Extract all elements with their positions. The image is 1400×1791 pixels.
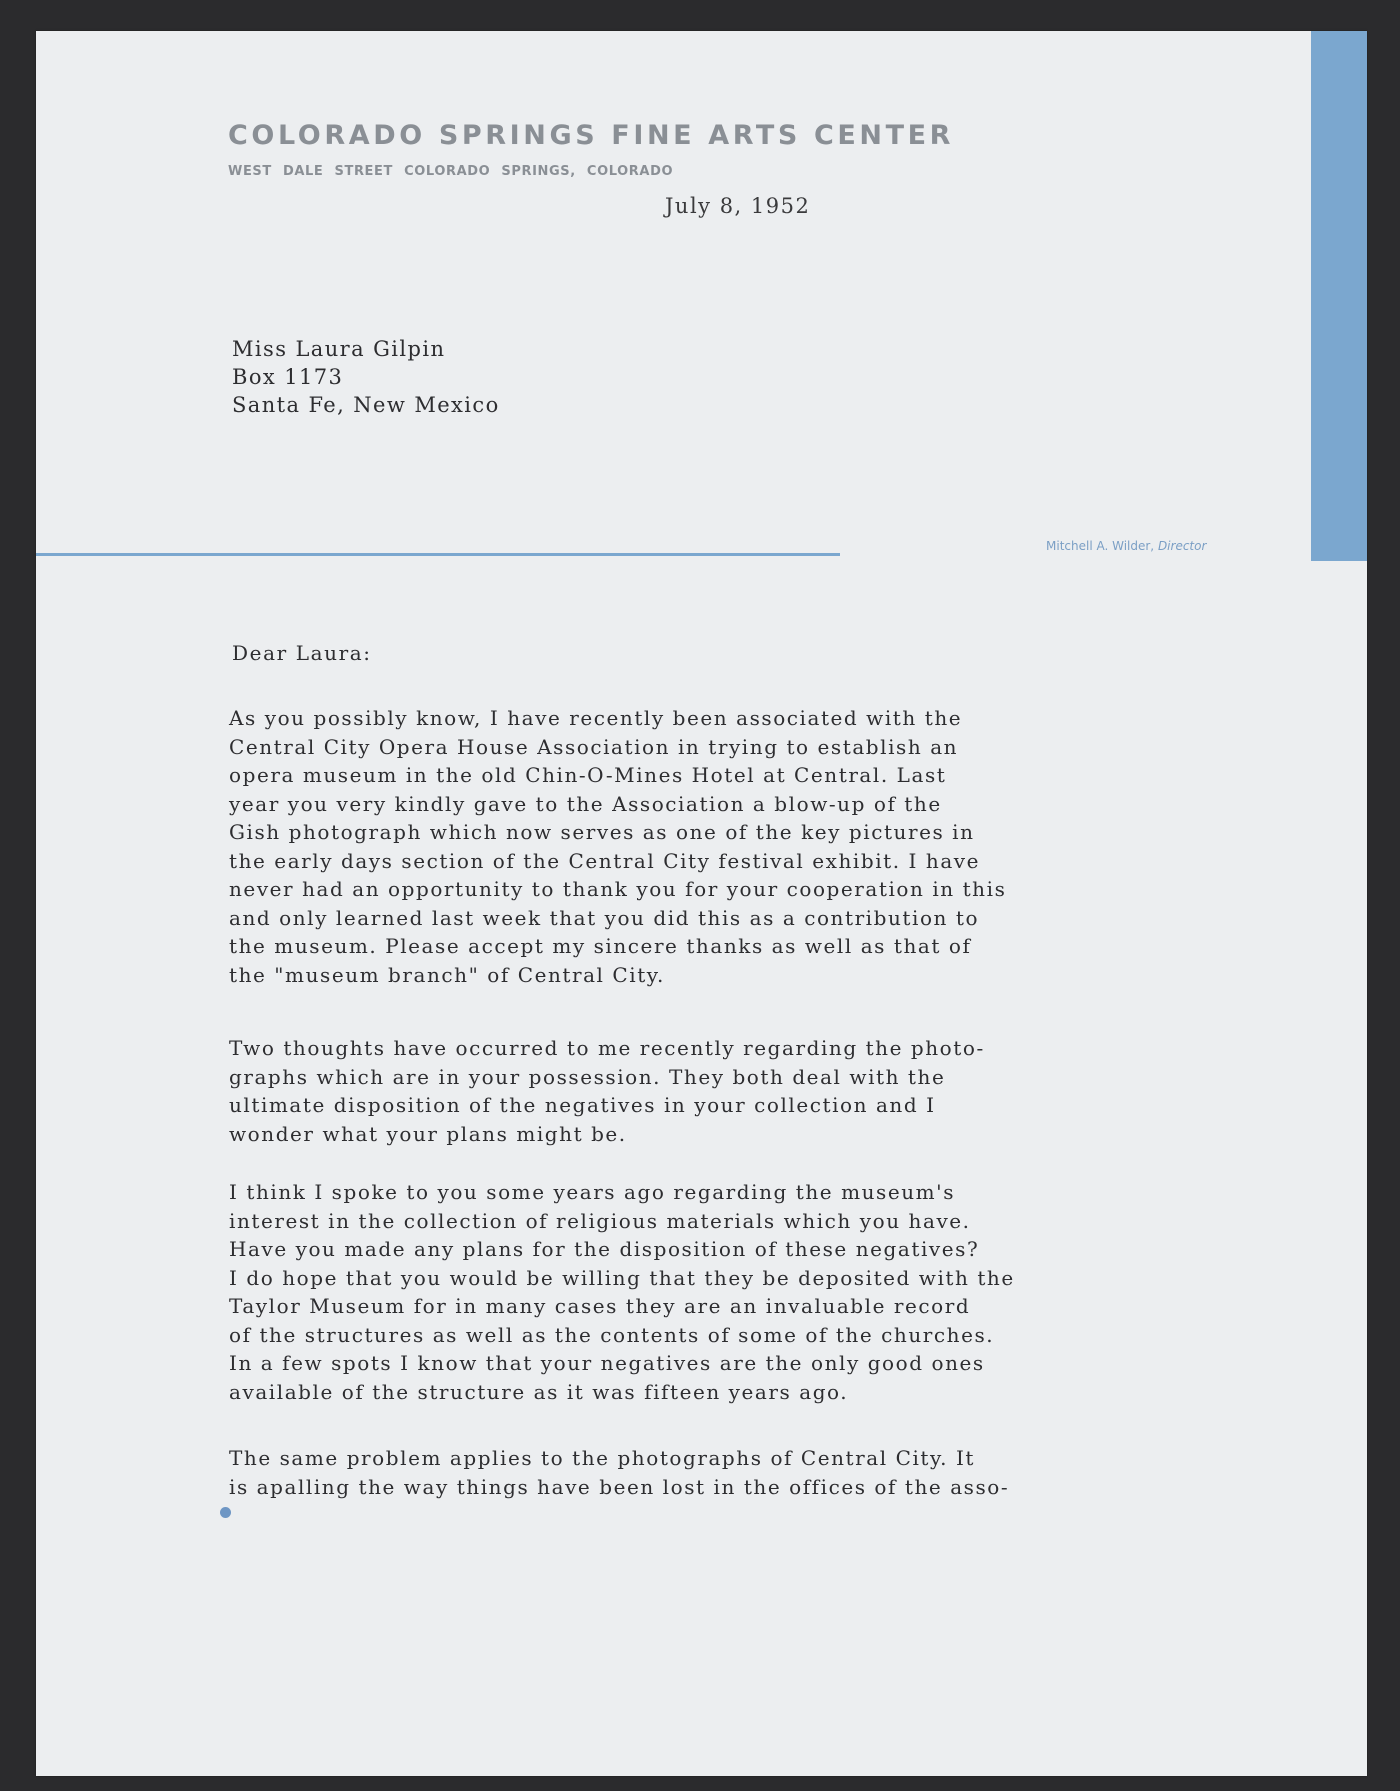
paragraph-line: never had an opportunity to thank you for your cooperation in this — [229, 877, 1007, 901]
salutation: Dear Laura: — [232, 641, 372, 665]
paragraph-line: is apalling the way things have been lost in the offices of the asso- — [229, 1474, 1010, 1499]
paragraph-line: Gish photograph which now serves as one of the key pictures in — [229, 820, 975, 844]
paragraph-line: and only learned last week that you did this as a contribution to — [229, 905, 980, 930]
letter-page — [36, 31, 1367, 1776]
paragraph-line: Taylor Museum for in many cases they are an invaluable record — [229, 1294, 971, 1318]
paragraph-line: wonder what your plans might be. — [229, 1121, 627, 1146]
body-paragraph-2 — [229, 1034, 1129, 1148]
letterhead-color-band — [1311, 31, 1367, 561]
paragraph-line: In a few spots I know that your negatives are the only good ones — [229, 1351, 985, 1375]
paragraph-line: graphs which are in your possession. They both deal with the — [229, 1064, 946, 1089]
director-name: Mitchell A. Wilder, — [1046, 539, 1155, 553]
letterhead-director — [1046, 539, 1206, 553]
recipient-address-block — [232, 335, 500, 419]
paragraph-line: opera museum in the old Chin-O-Mines Hotel at Central. Last — [229, 763, 947, 787]
letterhead-organization: COLORADO SPRINGS FINE ARTS CENTER — [228, 120, 955, 151]
recipient-name: Miss Laura Gilpin — [232, 337, 446, 361]
paragraph-line: Have you made any plans for the disposition of these negatives? — [229, 1237, 980, 1261]
paragraph-line: of the structures as well as the contents of some of the churches. — [229, 1322, 995, 1347]
paragraph-line: year you very kindly gave to the Association a blow-up of the — [229, 791, 942, 816]
director-title: Director — [1157, 539, 1207, 553]
body-paragraph-3 — [229, 1178, 1129, 1406]
paragraph-line: The same problem applies to the photographs of Central City. It — [229, 1446, 976, 1470]
paragraph-line: the museum. Please accept my sincere thanks as well as that of — [229, 934, 972, 958]
body-paragraph-4 — [229, 1444, 1129, 1501]
paragraph-line: interest in the collection of religious materials which you have. — [229, 1208, 971, 1233]
paragraph-line: I do hope that you would be willing that they be deposited with the — [229, 1265, 1015, 1290]
paragraph-line: Two thoughts have occurred to me recently regarding the photo- — [229, 1036, 985, 1060]
paragraph-line: the early days section of the Central City festival exhibit. I have — [229, 848, 981, 873]
blue-dot-mark — [220, 1507, 231, 1518]
paragraph-line: As you possibly know, I have recently been associated with the — [229, 706, 963, 730]
paragraph-line: available of the structure as it was fifteen years ago. — [229, 1379, 849, 1404]
paragraph-line: I think I spoke to you some years ago regarding the museum's — [229, 1180, 956, 1204]
letter-date: July 8, 1952 — [665, 194, 811, 218]
recipient-box: Box 1173 — [232, 365, 344, 389]
paragraph-line: the "museum branch" of Central City. — [229, 962, 665, 987]
letterhead-address: WEST DALE STREET COLORADO SPRINGS, COLORADO — [228, 164, 674, 179]
recipient-city: Santa Fe, New Mexico — [232, 393, 500, 417]
paragraph-line: Central City Opera House Association in trying to establish an — [229, 734, 959, 759]
body-paragraph-1 — [229, 704, 1129, 989]
letterhead-divider — [36, 553, 840, 556]
paragraph-line: ultimate disposition of the negatives in your collection and I — [229, 1093, 936, 1117]
